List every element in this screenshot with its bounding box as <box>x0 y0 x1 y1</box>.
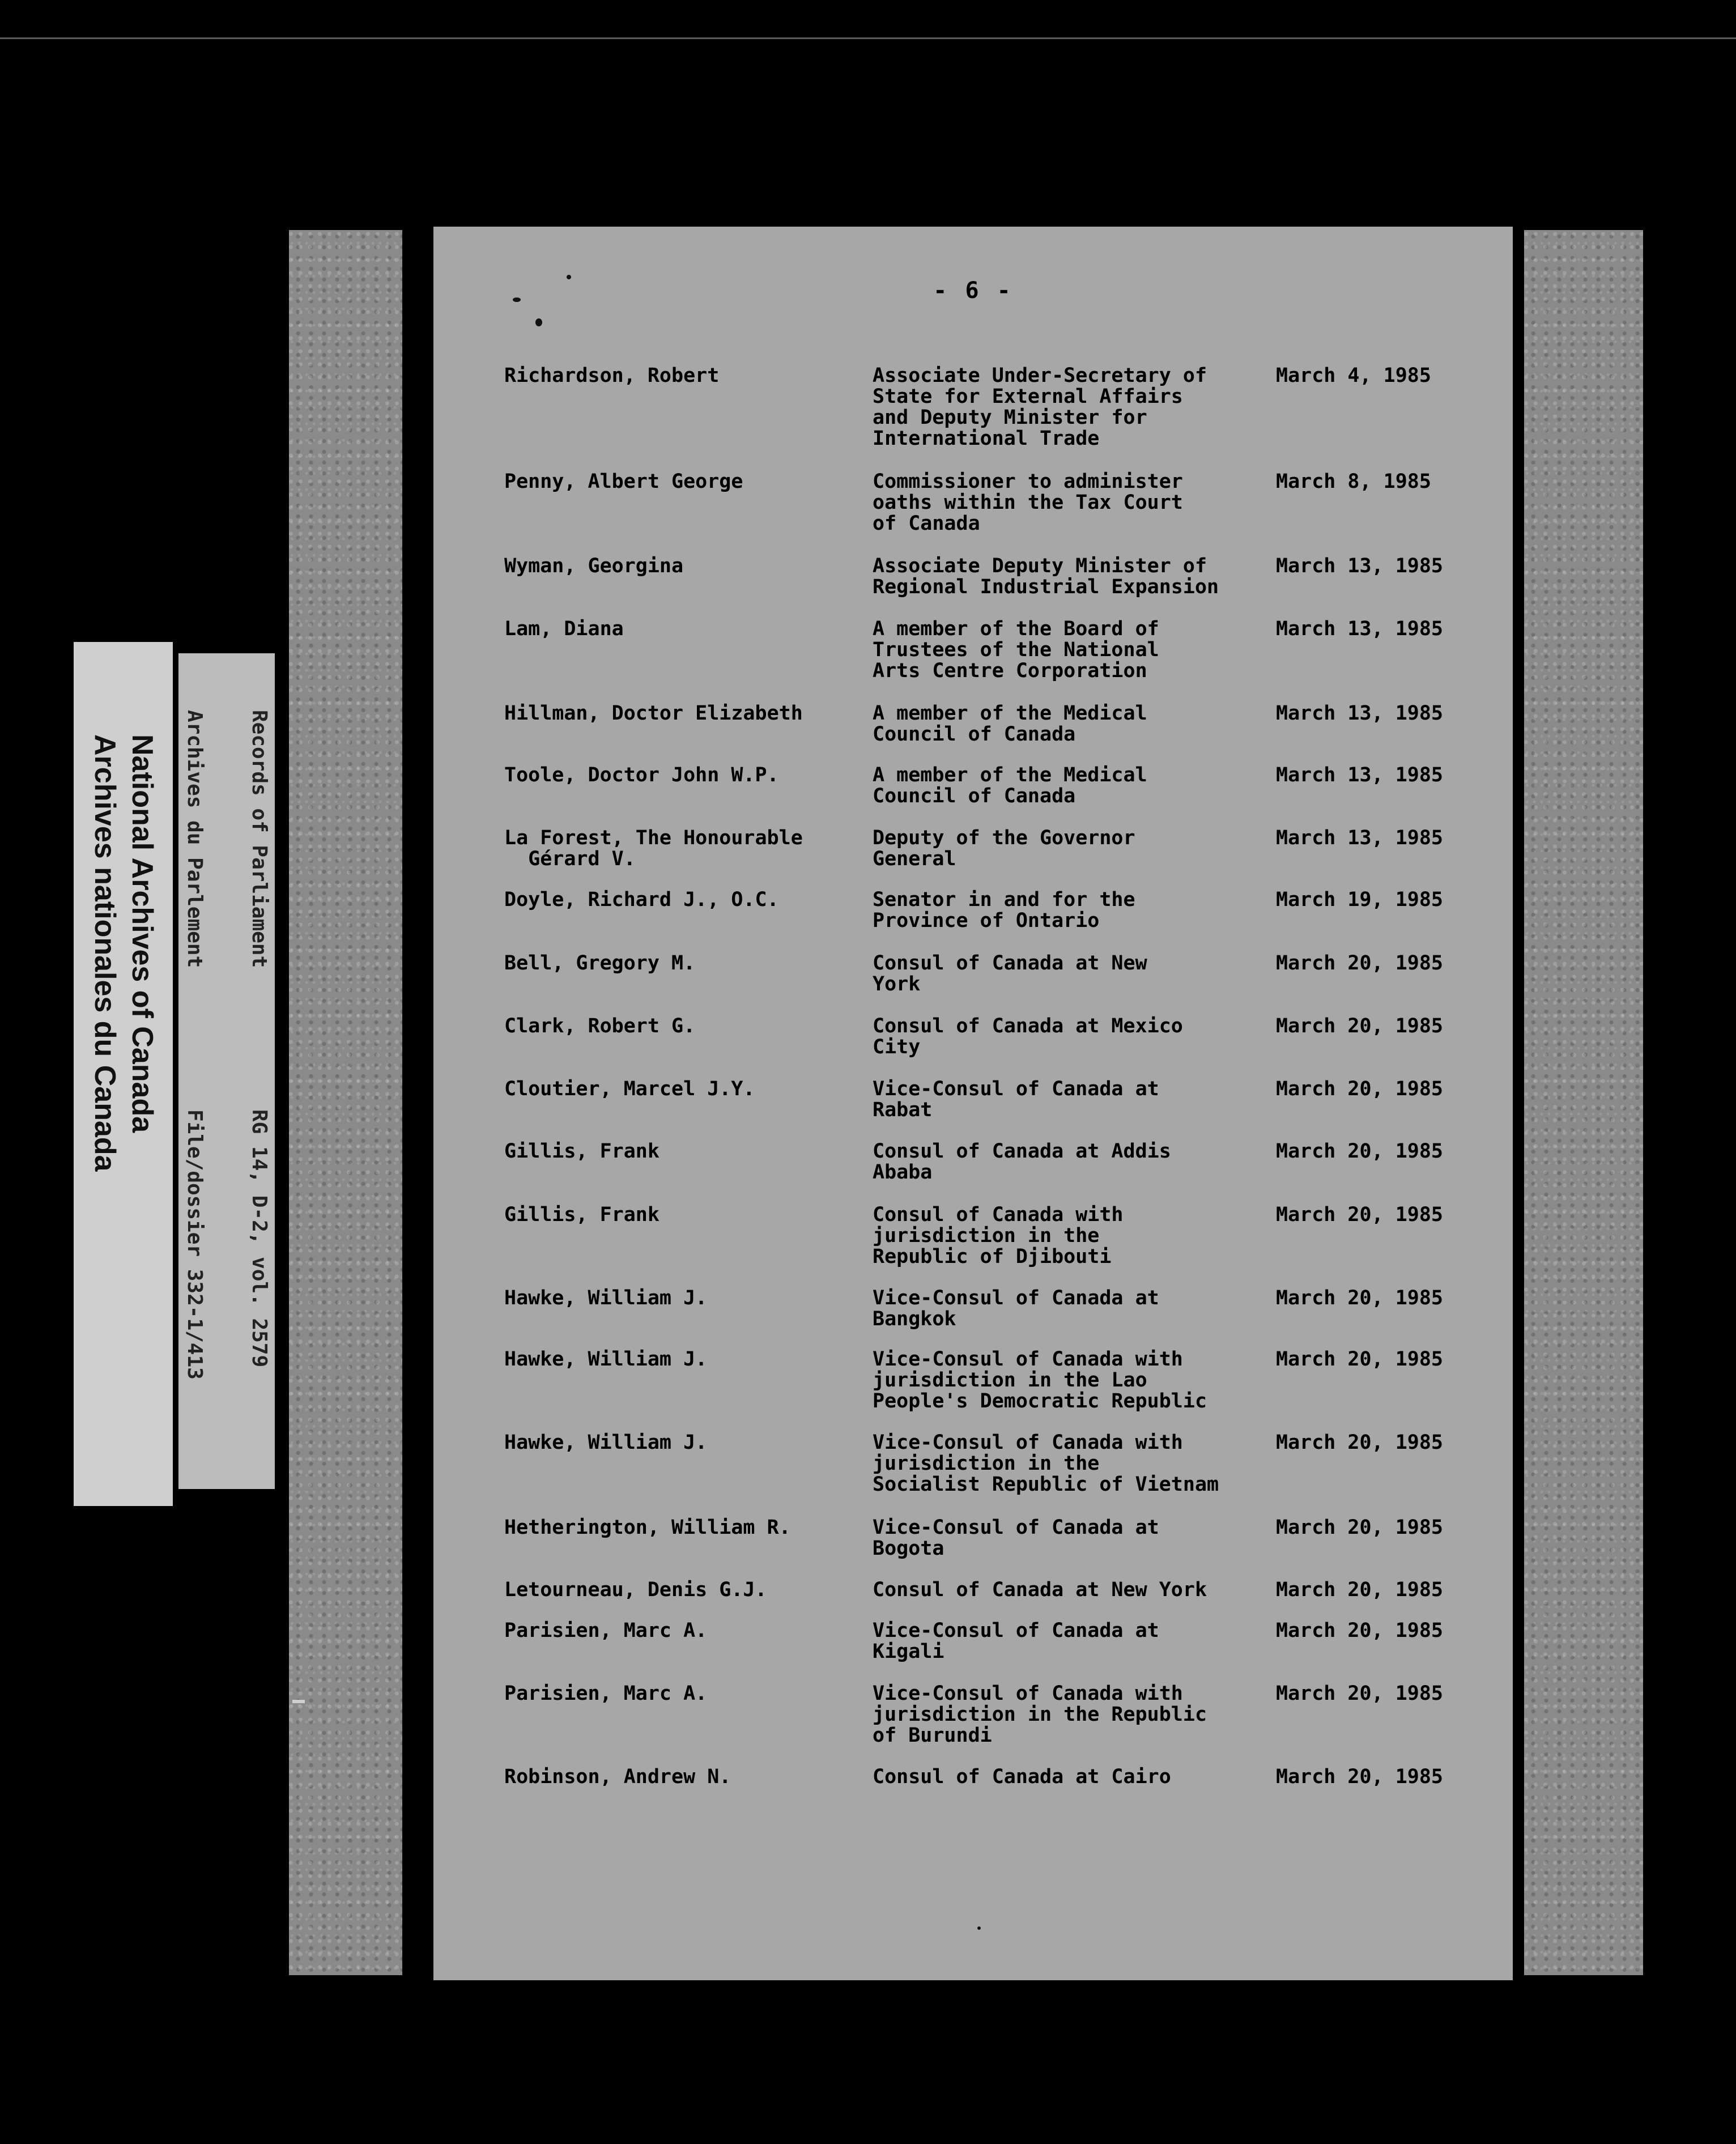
ink-speck <box>535 318 542 326</box>
appointment-position: Commissioner to administer oaths within the Tax Court of Canada <box>873 470 1183 535</box>
appointment-position: Associate Under-Secretary of State for External Affairs and Deputy Minister for International Trade <box>873 364 1207 450</box>
appointment-date: March 20, 1985 <box>1276 1203 1444 1226</box>
records-label-ref1: RG 14, D-2, vol. 2579 <box>248 1109 271 1368</box>
appointment-position: Vice-Consul of Canada with jurisdiction in the Socialist Republic of Vietnam <box>873 1431 1219 1496</box>
records-label-title <box>141 710 313 1050</box>
appointee-name: Bell, Gregory M. <box>504 952 696 975</box>
appointment-position: A member of the Medical Council of Canada <box>873 702 1147 746</box>
left-scan-strip <box>289 230 402 1975</box>
appointment-date: March 20, 1985 <box>1276 1431 1444 1454</box>
appointment-date: March 20, 1985 <box>1276 1579 1444 1601</box>
appointee-name: Cloutier, Marcel J.Y. <box>504 1078 755 1100</box>
appointment-date: March 20, 1985 <box>1276 1766 1444 1788</box>
appointment-date: March 20, 1985 <box>1276 1516 1444 1539</box>
archive-label-line1: National Archives of Canada <box>125 734 159 1133</box>
document-page <box>433 227 1513 1980</box>
appointment-date: March 20, 1985 <box>1276 1078 1444 1100</box>
appointee-name: Parisien, Marc A. <box>504 1682 708 1705</box>
appointee-name: Toole, Doctor John W.P. <box>504 764 779 786</box>
appointee-name: Lam, Diana <box>504 618 624 640</box>
appointee-name: Hawke, William J. <box>504 1348 708 1371</box>
appointment-position: Consul of Canada with jurisdiction in the Republic of Djibouti <box>873 1203 1124 1268</box>
appointment-position: Associate Deputy Minister of Regional Industrial Expansion <box>873 555 1219 598</box>
appointee-name: Doyle, Richard J., O.C. <box>504 888 779 911</box>
appointment-position: Consul of Canada at Addis Ababa <box>873 1140 1171 1184</box>
appointee-name: Richardson, Robert <box>504 364 720 387</box>
appointment-position: Consul of Canada at Cairo <box>873 1766 1171 1788</box>
appointee-name: Penny, Albert George <box>504 470 743 493</box>
appointee-name: Robinson, Andrew N. <box>504 1766 731 1788</box>
appointment-position: A member of the Medical Council of Canada <box>873 764 1147 807</box>
appointee-name: Gillis, Frank <box>504 1203 659 1226</box>
appointee-name: Clark, Robert G. <box>504 1015 696 1037</box>
appointment-date: March 13, 1985 <box>1276 827 1444 849</box>
page-number: - 6 - <box>933 278 1013 304</box>
appointee-name: Parisien, Marc A. <box>504 1619 708 1642</box>
appointment-date: March 13, 1985 <box>1276 764 1444 786</box>
appointee-name: Hetherington, William R. <box>504 1516 791 1539</box>
appointment-position: Vice-Consul of Canada with jurisdiction in the Republic of Burundi <box>873 1682 1207 1747</box>
appointment-date: March 20, 1985 <box>1276 1140 1444 1163</box>
appointment-position: Vice-Consul of Canada with jurisdiction in the Lao People's Democratic Republic <box>873 1348 1207 1413</box>
ink-speck <box>977 1926 981 1930</box>
appointment-position: Senator in and for the Province of Ontario <box>873 888 1135 932</box>
appointment-date: March 20, 1985 <box>1276 1287 1444 1309</box>
appointee-name: Letourneau, Denis G.J. <box>504 1579 767 1601</box>
appointment-date: March 20, 1985 <box>1276 1682 1444 1705</box>
appointment-position: Consul of Canada at New York <box>873 952 1147 996</box>
records-label <box>178 653 275 1489</box>
appointment-position: Consul of Canada at Mexico City <box>873 1015 1183 1058</box>
appointment-date: March 13, 1985 <box>1276 702 1444 725</box>
appointment-date: March 8, 1985 <box>1276 470 1431 493</box>
appointment-position: Vice-Consul of Canada at Kigali <box>873 1619 1159 1663</box>
scan-border-line <box>0 37 1736 39</box>
records-label-line1: Records of Parliament <box>248 710 271 968</box>
appointment-date: March 20, 1985 <box>1276 1015 1444 1037</box>
appointment-position: Consul of Canada at New York <box>873 1579 1207 1601</box>
records-label-ref2: File/dossier 332-1/413 <box>183 1109 206 1380</box>
appointment-date: March 13, 1985 <box>1276 618 1444 640</box>
appointment-position: Vice-Consul of Canada at Rabat <box>873 1078 1159 1121</box>
appointment-position: Vice-Consul of Canada at Bangkok <box>873 1287 1159 1330</box>
archive-label-line2: Archives nationales du Canada <box>88 734 121 1172</box>
appointment-date: March 20, 1985 <box>1276 952 1444 975</box>
appointment-position: Deputy of the Governor General <box>873 827 1135 870</box>
records-label-reference <box>141 1109 313 1427</box>
appointment-date: March 4, 1985 <box>1276 364 1431 387</box>
appointment-date: March 20, 1985 <box>1276 1619 1444 1642</box>
records-label-line2: Archives du Parlement <box>183 710 206 968</box>
appointment-date: March 20, 1985 <box>1276 1348 1444 1371</box>
margin-mark <box>292 1700 305 1703</box>
appointee-name: La Forest, The Honourable Gérard V. <box>504 827 803 870</box>
right-scan-strip <box>1524 230 1643 1975</box>
appointment-date: March 13, 1985 <box>1276 555 1444 577</box>
appointee-name: Hillman, Doctor Elizabeth <box>504 702 803 725</box>
appointee-name: Wyman, Georgina <box>504 555 684 577</box>
appointee-name: Hawke, William J. <box>504 1287 708 1309</box>
appointee-name: Hawke, William J. <box>504 1431 708 1454</box>
appointment-position: A member of the Board of Trustees of the National Arts Centre Corporation <box>873 618 1159 682</box>
appointment-position: Vice-Consul of Canada at Bogota <box>873 1516 1159 1560</box>
appointment-date: March 19, 1985 <box>1276 888 1444 911</box>
appointee-name: Gillis, Frank <box>504 1140 659 1163</box>
